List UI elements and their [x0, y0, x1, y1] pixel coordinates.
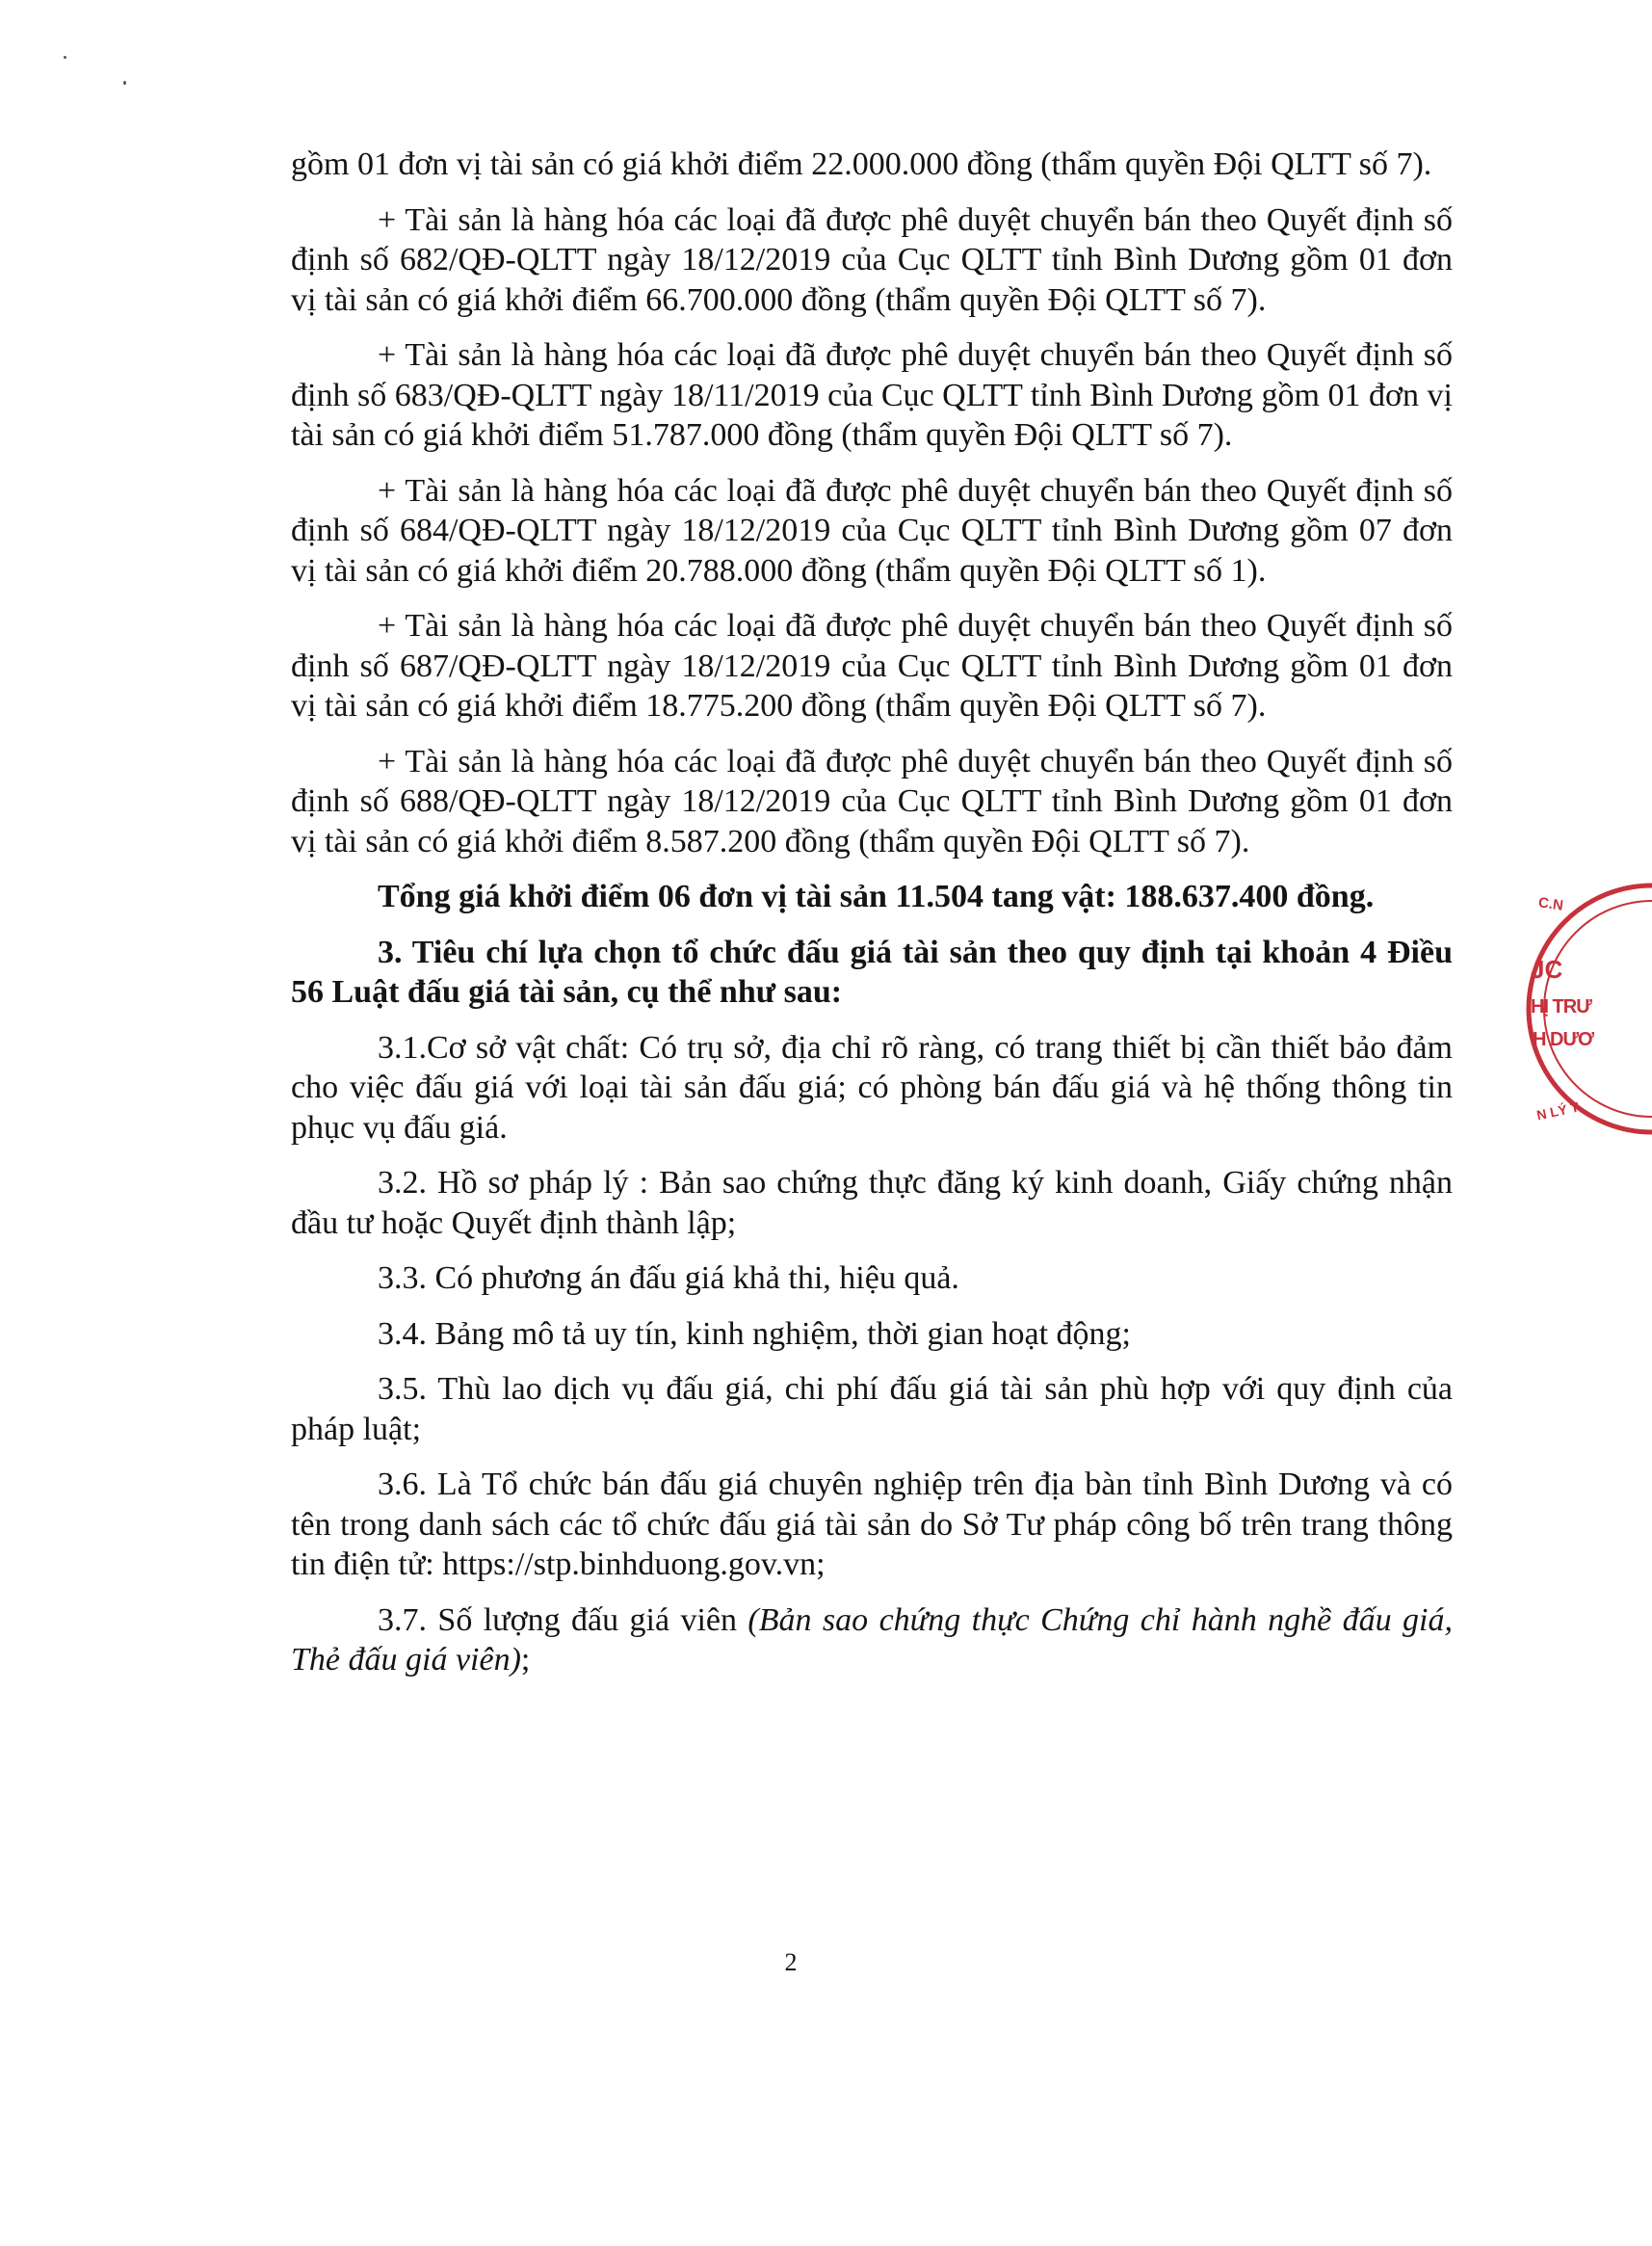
seal-text: N LÝ T	[1534, 1098, 1581, 1123]
asset-item-682: + Tài sản là hàng hóa các loại đã được phê duyệt chuyển bán theo Quyết định số định số 682/QĐ-QLTT ngày 18/12/2019 của Cục QLTT tỉnh Bình Dương gồm 01 đơn vị tài sản có giá khởi điểm 66.700.000 đồng (thẩm quyền Đội QLTT số 7).	[291, 201, 1453, 318]
seal-text: HỊ TRƯ	[1531, 996, 1591, 1017]
asset-item-684: + Tài sản là hàng hóa các loại đã được phê duyệt chuyển bán theo Quyết định số định số 684/QĐ-QLTT ngày 18/12/2019 của Cục QLTT tỉnh Bình Dương gồm 07 đơn vị tài sản có giá khởi điểm 20.788.000 đồng (thẩm quyền Đội QLTT số 1).	[291, 472, 1453, 589]
asset-item-687: + Tài sản là hàng hóa các loại đã được phê duyệt chuyển bán theo Quyết định số định số 687/QĐ-QLTT ngày 18/12/2019 của Cục QLTT tỉnh Bình Dương gồm 01 đơn vị tài sản có giá khởi điểm 18.775.200 đồng (thẩm quyền Đội QLTT số 7).	[291, 608, 1453, 724]
scan-speck	[64, 56, 66, 59]
paragraph-continuation: gồm 01 đơn vị tài sản có giá khởi điểm 22.000.000 đồng (thẩm quyền Đội QLTT số 7).	[291, 146, 1432, 182]
criterion-3-7	[291, 1600, 1453, 1680]
scan-speck	[123, 81, 126, 85]
seal-text: H DƯƠ	[1533, 1029, 1594, 1050]
criterion-3-3: 3.3. Có phương án đấu giá khả thi, hiệu quả.	[378, 1260, 959, 1296]
red-seal-stamp	[1517, 862, 1594, 1156]
document-body	[291, 145, 1453, 1696]
total-starting-price: Tổng giá khởi điểm 06 đơn vị tài sản 11.504 tang vật: 188.637.400 đồng.	[378, 879, 1375, 914]
page-number: 2	[784, 1948, 798, 1976]
seal-text: C.N	[1536, 894, 1564, 914]
asset-item-688: + Tài sản là hàng hóa các loại đã được phê duyệt chuyển bán theo Quyết định số định số 688/QĐ-QLTT ngày 18/12/2019 của Cục QLTT tỉnh Bình Dương gồm 01 đơn vị tài sản có giá khởi điểm 8.587.200 đồng (thẩm quyền Đội QLTT số 7).	[291, 743, 1453, 859]
asset-item-683: + Tài sản là hàng hóa các loại đã được phê duyệt chuyển bán theo Quyết định số định số 683/QĐ-QLTT ngày 18/11/2019 của Cục QLTT tỉnh Bình Dương gồm 01 đơn vị tài sản có giá khởi điểm 51.787.000 đồng (thẩm quyền Đội QLTT số 7).	[291, 337, 1453, 453]
criterion-3-7-text: 3.7. Số lượng đấu giá viên	[378, 1601, 748, 1638]
criterion-3-4: 3.4. Bảng mô tả uy tín, kinh nghiệm, thời gian hoạt động;	[378, 1315, 1131, 1352]
criterion-3-2: 3.2. Hồ sơ pháp lý : Bản sao chứng thực đăng ký kinh doanh, Giấy chứng nhận đầu tư hoặc Quyết định thành lập;	[291, 1165, 1453, 1241]
criterion-3-5: 3.5. Thù lao dịch vụ đấu giá, chi phí đấu giá tài sản phù hợp với quy định của pháp luật;	[291, 1371, 1453, 1447]
criterion-3-1: 3.1.Cơ sở vật chất: Có trụ sở, địa chỉ rõ ràng, có trang thiết bị cần thiết bảo đảm cho việc đấu giá với loại tài sản đấu giá; có phòng bán đấu giá và hệ thống thông tin phục vụ đấu giá.	[291, 1029, 1453, 1146]
seal-text: JC	[1531, 955, 1563, 984]
section-3-heading: 3. Tiêu chí lựa chọn tổ chức đấu giá tài sản theo quy định tại khoản 4 Điều 56 Luật đấu giá tài sản, cụ thể như sau:	[291, 934, 1453, 1010]
criterion-3-7-tail: ;	[520, 1642, 531, 1678]
criterion-3-6: 3.6. Là Tổ chức bán đấu giá chuyên nghiệp trên địa bàn tỉnh Bình Dương và có tên trong danh sách các tổ chức đấu giá tài sản do Sở Tư pháp công bố trên trang thông tin điện tử: https://stp.binhduong.gov.vn;	[291, 1467, 1453, 1582]
criterion-3-7-note: (Bản sao chứng thực Chứng chỉ hành nghề đấu giá, Thẻ đấu giá viên)	[291, 1601, 1453, 1678]
